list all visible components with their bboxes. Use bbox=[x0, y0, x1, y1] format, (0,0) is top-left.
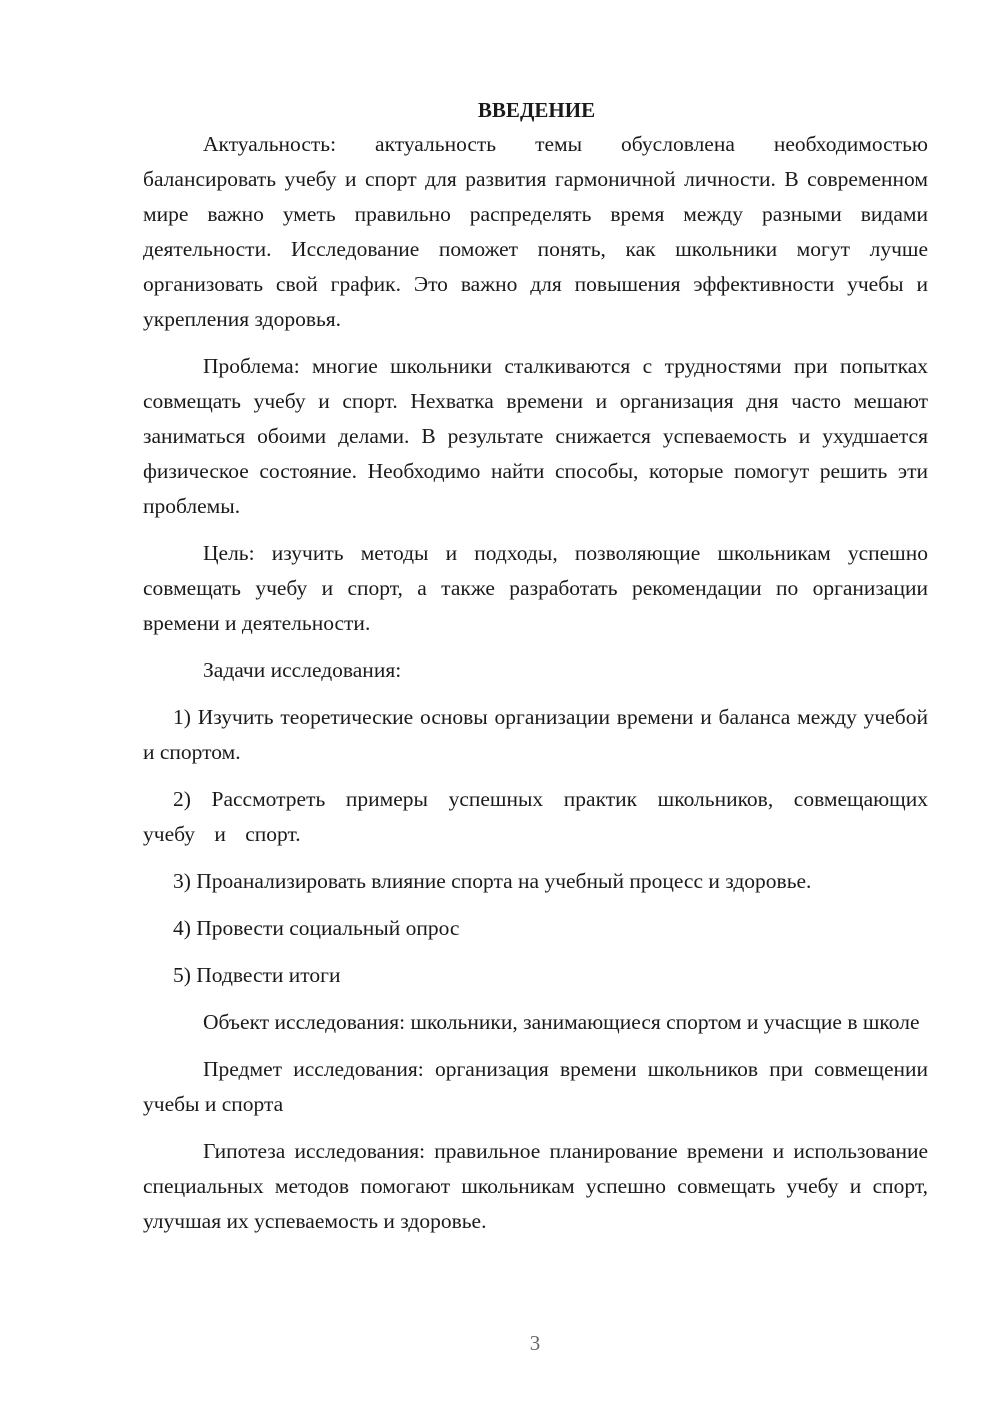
task-item-1: 1) Изучить теоретические основы организации времени и баланса между учебой и спортом. bbox=[143, 705, 928, 764]
task-item-4: 4) Провести социальный опрос bbox=[173, 916, 460, 940]
task-item-2: 2) Рассмотреть примеры успешных практик школьников, совмещающих учебу и спорт. bbox=[143, 787, 928, 846]
section-title: ВВЕДЕНИЕ bbox=[477, 98, 596, 122]
subject-paragraph: Предмет исследования: организация времени школьников при совмещении учебы и спорта bbox=[143, 1057, 928, 1116]
task-item-5: 5) Подвести итоги bbox=[173, 963, 341, 987]
task-item-3: 3) Проанализировать влияние спорта на учебный процесс и здоровье. bbox=[173, 869, 812, 893]
tasks-heading: Задачи исследования: bbox=[203, 658, 402, 682]
hypothesis-paragraph: Гипотеза исследования: правильное планирование времени и использование специальных методов помогают школьникам успешно совмещать учебу и спорт, улучшая их успеваемость и здоровье. bbox=[143, 1139, 928, 1233]
document-body bbox=[143, 95, 928, 1239]
problem-paragraph: Проблема: многие школьники сталкиваются с трудностями при попытках совмещать учебу и спорт. Нехватка времени и организация дня часто мешают заниматься обоими делами. В результате снижается успеваемость и ухудшается физическое состояние. Необходимо найти способы, которые помогут решить эти проблемы. bbox=[143, 354, 928, 518]
object-paragraph: Объект исследования: школьники, занимающиеся спортом и учасщие в школе bbox=[203, 1010, 920, 1034]
relevance-paragraph: Актуальность: актуальность темы обусловлена необходимостью балансировать учебу и спорт для развития гармоничной личности. В современном мире важно уметь правильно распределять время между разными видами деятельности. Исследование поможет понять, как школьники могут лучше организовать свой график. Это важно для повышения эффективности учебы и укрепления здоровья. bbox=[143, 132, 928, 331]
goal-paragraph: Цель: изучить методы и подходы, позволяющие школьникам успешно совмещать учебу и спорт, а также разработать рекомендации по организации времени и деятельности. bbox=[143, 541, 928, 635]
page-number: 3 bbox=[529, 1331, 541, 1355]
